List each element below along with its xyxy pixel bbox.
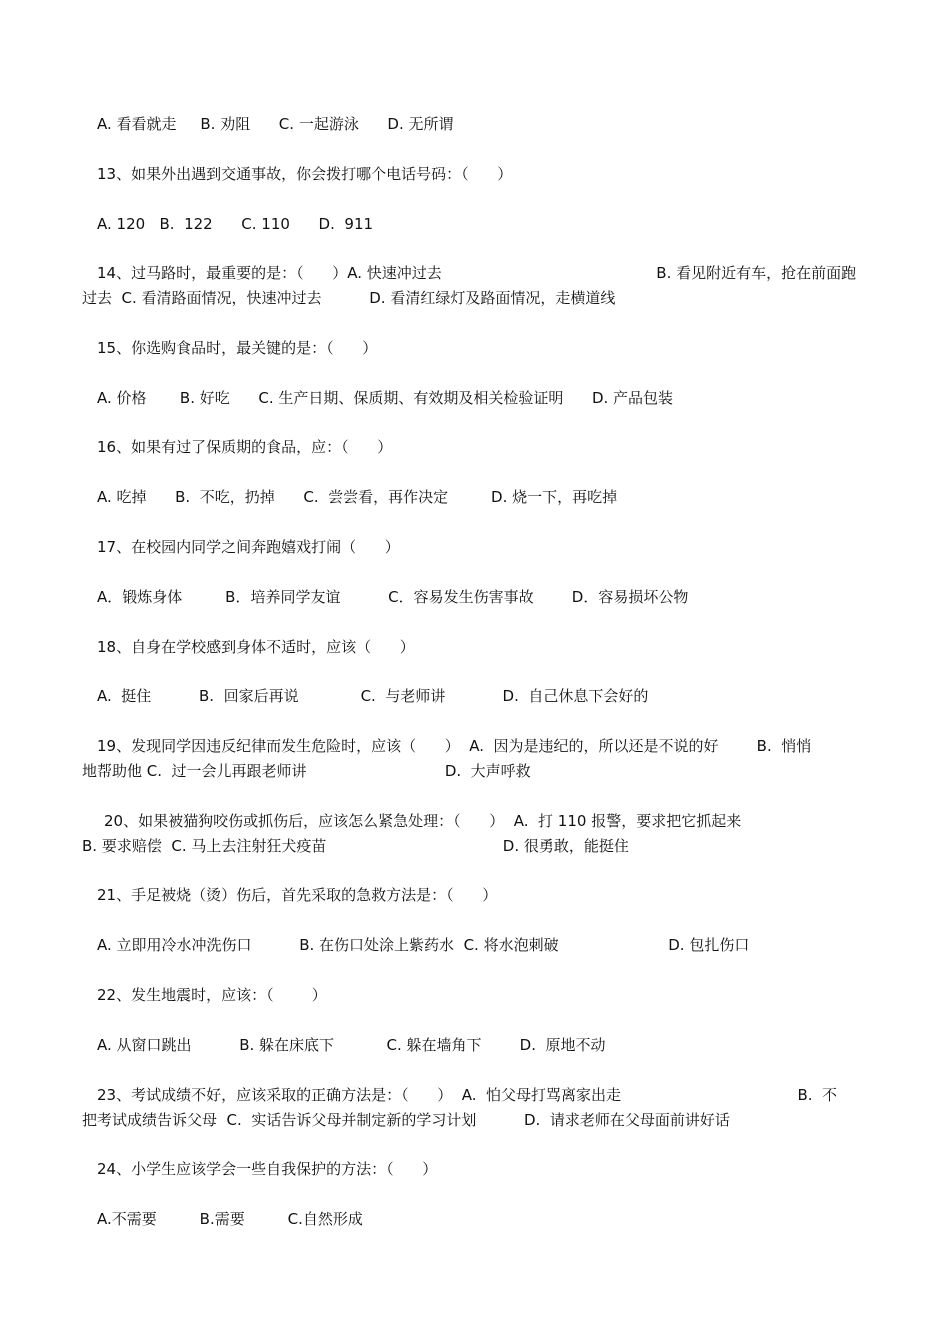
q20-question: 20、如果被猫狗咬伤或抓伤后，应该怎么紧急处理：（ ） A. 打 110 报警，要求把它抓起来: [104, 812, 742, 830]
q21-options: A. 立即用冷水冲洗伤口 B. 在伤口处涂上紫药水 C. 将水泡刺破 D. 包扎伤口: [97, 936, 750, 954]
q24-question: 24、小学生应该学会一些自我保护的方法：（ ）: [97, 1160, 438, 1178]
q21-question: 21、手足被烧（烫）伤后，首先采取的急救方法是：（ ）: [97, 886, 498, 904]
q12-options: A. 看看就走 B. 劝阻 C. 一起游泳 D. 无所谓: [97, 115, 454, 133]
q18-options: A. 挺住 B. 回家后再说 C. 与老师讲 D. 自己休息下会好的: [97, 687, 649, 705]
q13-options: A. 120 B. 122 C. 110 D. 911: [97, 215, 374, 233]
q19-question: 19、发现同学因违反纪律而发生危险时，应该（ ） A. 因为是违纪的，所以还是不说的好 B. 悄悄: [97, 737, 812, 755]
q22-options: A. 从窗口跳出 B. 躲在床底下 C. 躲在墙角下 D. 原地不动: [97, 1036, 606, 1054]
q15-question: 15、你选购食品时，最关键的是：（ ）: [97, 339, 378, 357]
q16-options: A. 吃掉 B. 不吃，扔掉 C. 尝尝看，再作决定 D. 烧一下，再吃掉: [97, 488, 618, 506]
q17-question: 17、在校园内同学之间奔跑嬉戏打闹（ ）: [97, 538, 400, 556]
q22-question: 22、发生地震时，应该：（ ）: [97, 986, 327, 1004]
q16-question: 16、如果有过了保质期的食品，应：（ ）: [97, 438, 393, 456]
q17-options: A．锻炼身体 B．培养同学友谊 C．容易发生伤害事故 D．容易损坏公物: [97, 588, 689, 606]
q19-options-cont: 地帮助他 C. 过一会儿再跟老师讲 D. 大声呼救: [82, 762, 531, 780]
q14-options-cont: 过去 C. 看清路面情况，快速冲过去 D. 看清红绿灯及路面情况，走横道线: [82, 289, 616, 307]
q15-options: A. 价格 B. 好吃 C. 生产日期、保质期、有效期及相关检验证明 D. 产品包装: [97, 389, 674, 407]
q18-question: 18、自身在学校感到身体不适时，应该（ ）: [97, 638, 415, 656]
q23-question: 23、考试成绩不好，应该采取的正确方法是：（ ） A. 怕父母打骂离家出走 B. 不: [97, 1086, 838, 1104]
q14-question: 14、过马路时，最重要的是：（ ）A. 快速冲过去 B. 看见附近有车，抢在前面跑: [97, 264, 857, 282]
q24-options: A.不需要 B.需要 C.自然形成: [97, 1210, 363, 1228]
q13-question: 13、如果外出遇到交通事故，你会拨打哪个电话号码：（ ）: [97, 165, 513, 183]
q20-options-cont: B. 要求赔偿 C. 马上去注射狂犬疫苗 D. 很勇敢，能挺住: [82, 837, 629, 855]
q23-options-cont: 把考试成绩告诉父母 C. 实话告诉父母并制定新的学习计划 D. 请求老师在父母面前讲好话: [82, 1111, 730, 1129]
